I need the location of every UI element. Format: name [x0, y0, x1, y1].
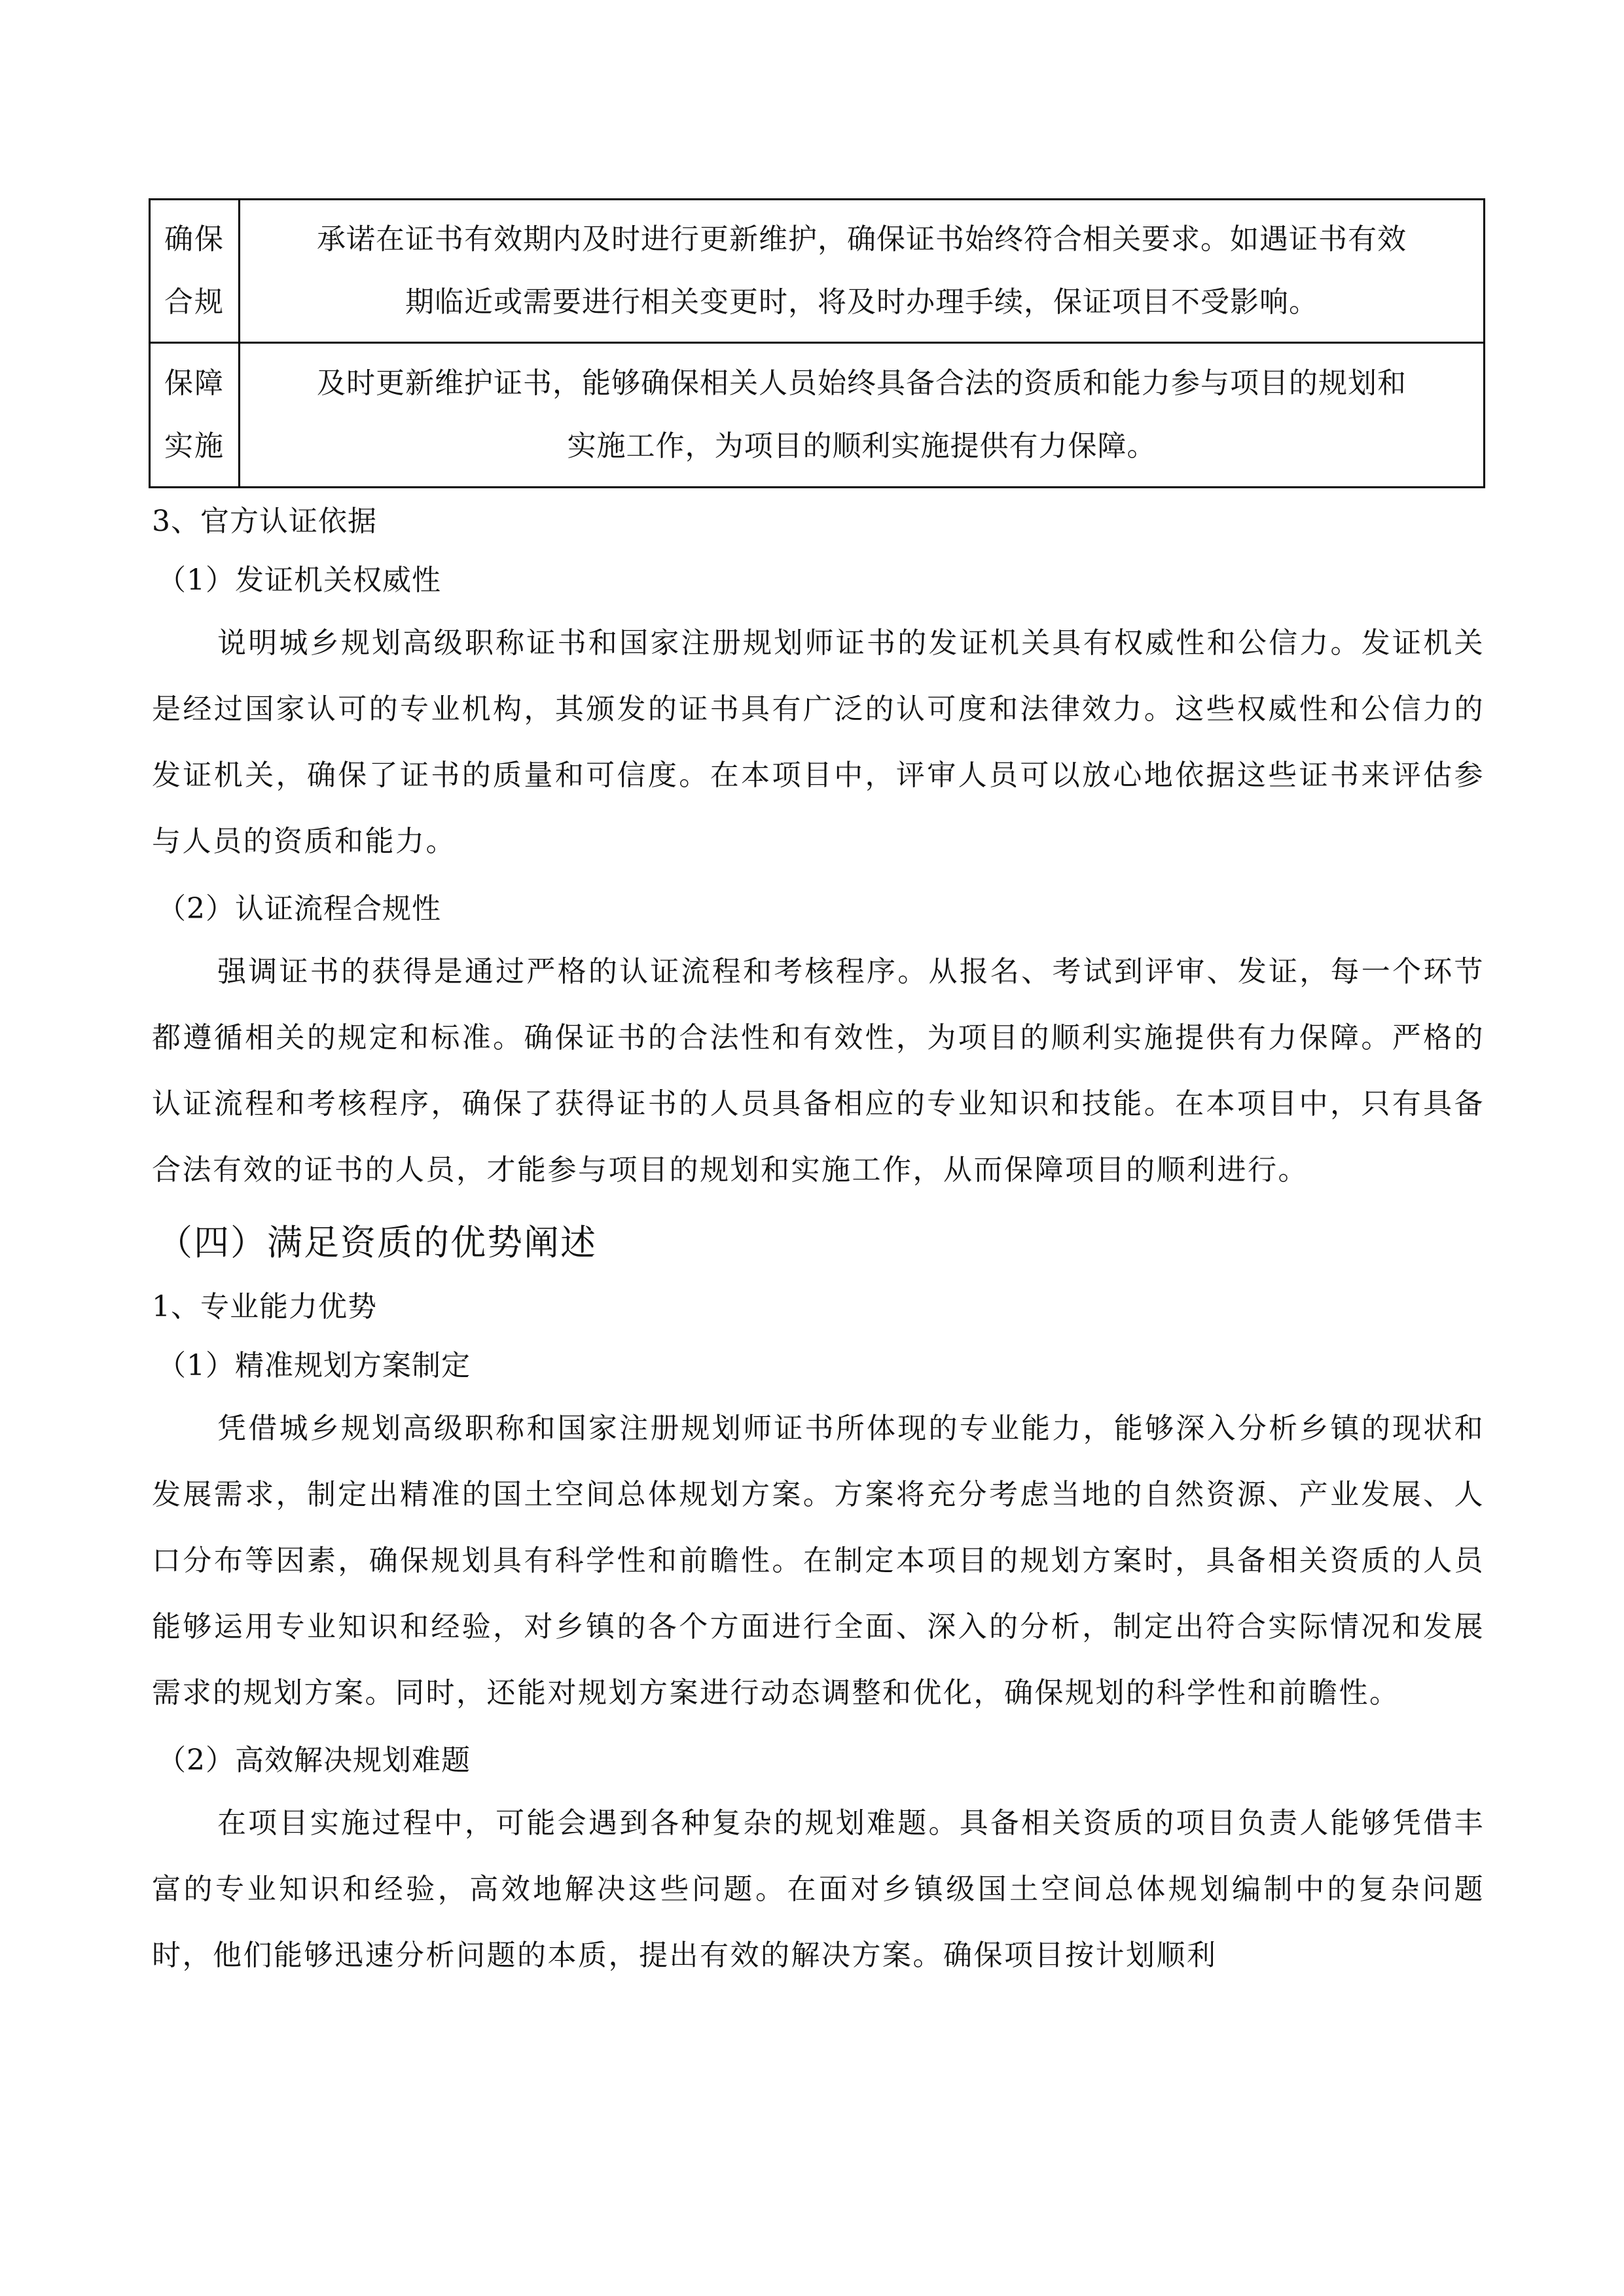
row-content-line: 承诺在证书有效期内及时进行更新维护，确保证书始终符合相关要求。如遇证书有效 [317, 223, 1407, 256]
row-content-line: 及时更新维护证书，能够确保相关人员始终具备合法的资质和能力参与项目的规划和 [317, 367, 1407, 400]
paragraph-precise-planning: 凭借城乡规划高级职称和国家注册规划师证书所体现的专业能力，能够深入分析乡镇的现状和发展需求，制定出精准的国土空间总体规划方案。方案将充分考虑当地的自然资源、产业发展、人口分布等因素，确保规划具有科学性和前瞻性。在制定本项目的规划方案时，具备相关资质的人员能够运用专业知识和经验，对乡镇的各个方面进行全面、深入的分析，制定出符合实际情况和发展需求的规划方案。同时，还能对规划方案进行动态调整和优化，确保规划的科学性和前瞻性。 [152, 1412, 1485, 1710]
subheading-issuer-authority: （1）发证机关权威性 [157, 564, 441, 597]
paragraph-solve-problems: 在项目实施过程中，可能会遇到各种复杂的规划难题。具备相关资质的项目负责人能够凭借丰富的专业知识和经验，高效地解决这些问题。在面对乡镇级国土空间总体规划编制中的复杂问题时，他们能够迅速分析问题的本质，提出有效的解决方案。确保项目按计划顺利 [152, 1806, 1485, 1972]
commitment-table [149, 198, 1485, 488]
subheading-precise-planning: （1）精准规划方案制定 [157, 1349, 471, 1382]
section-heading-professional-ability: 1、专业能力优势 [152, 1290, 377, 1323]
row-label-line: 确保 [164, 223, 225, 256]
chapter-heading-advantages: （四）满足资质的优势阐述 [157, 1222, 597, 1263]
row-content-line: 实施工作，为项目的顺利实施提供有力保障。 [567, 429, 1157, 463]
row-label-cell [150, 200, 240, 343]
row-content-line: 期临近或需要进行相关变更时，将及时办理手续，保证项目不受影响。 [405, 285, 1318, 319]
subheading-solve-problems: （2）高效解决规划难题 [157, 1744, 471, 1777]
row-content-cell [240, 200, 1485, 343]
row-label-line: 实施 [164, 429, 225, 463]
subheading-certification-process: （2）认证流程合规性 [157, 892, 441, 925]
paragraph-issuer-authority: 说明城乡规划高级职称证书和国家注册规划师证书的发证机关具有权威性和公信力。发证机关是经过国家认可的专业机构，其颁发的证书具有广泛的认可度和法律效力。这些权威性和公信力的发证机关，确保了证书的质量和可信度。在本项目中，评审人员可以放心地依据这些证书来评估参与人员的资质和能力。 [152, 626, 1485, 858]
table-row [150, 343, 1485, 488]
table-row [150, 200, 1485, 343]
row-content-cell [240, 343, 1485, 488]
paragraph-certification-process: 强调证书的获得是通过严格的认证流程和考核程序。从报名、考试到评审、发证，每一个环节都遵循相关的规定和标准。确保证书的合法性和有效性，为项目的顺利实施提供有力保障。严格的认证流程和考核程序，确保了获得证书的人员具备相应的专业知识和技能。在本项目中，只有具备合法有效的证书的人员，才能参与项目的规划和实施工作，从而保障项目的顺利进行。 [152, 955, 1485, 1187]
row-label-line: 合规 [164, 285, 225, 319]
row-label-line: 保障 [164, 367, 225, 400]
row-label-cell [150, 343, 240, 488]
body-text [152, 492, 1485, 1994]
section-heading-official-certification: 3、官方认证依据 [152, 505, 377, 538]
